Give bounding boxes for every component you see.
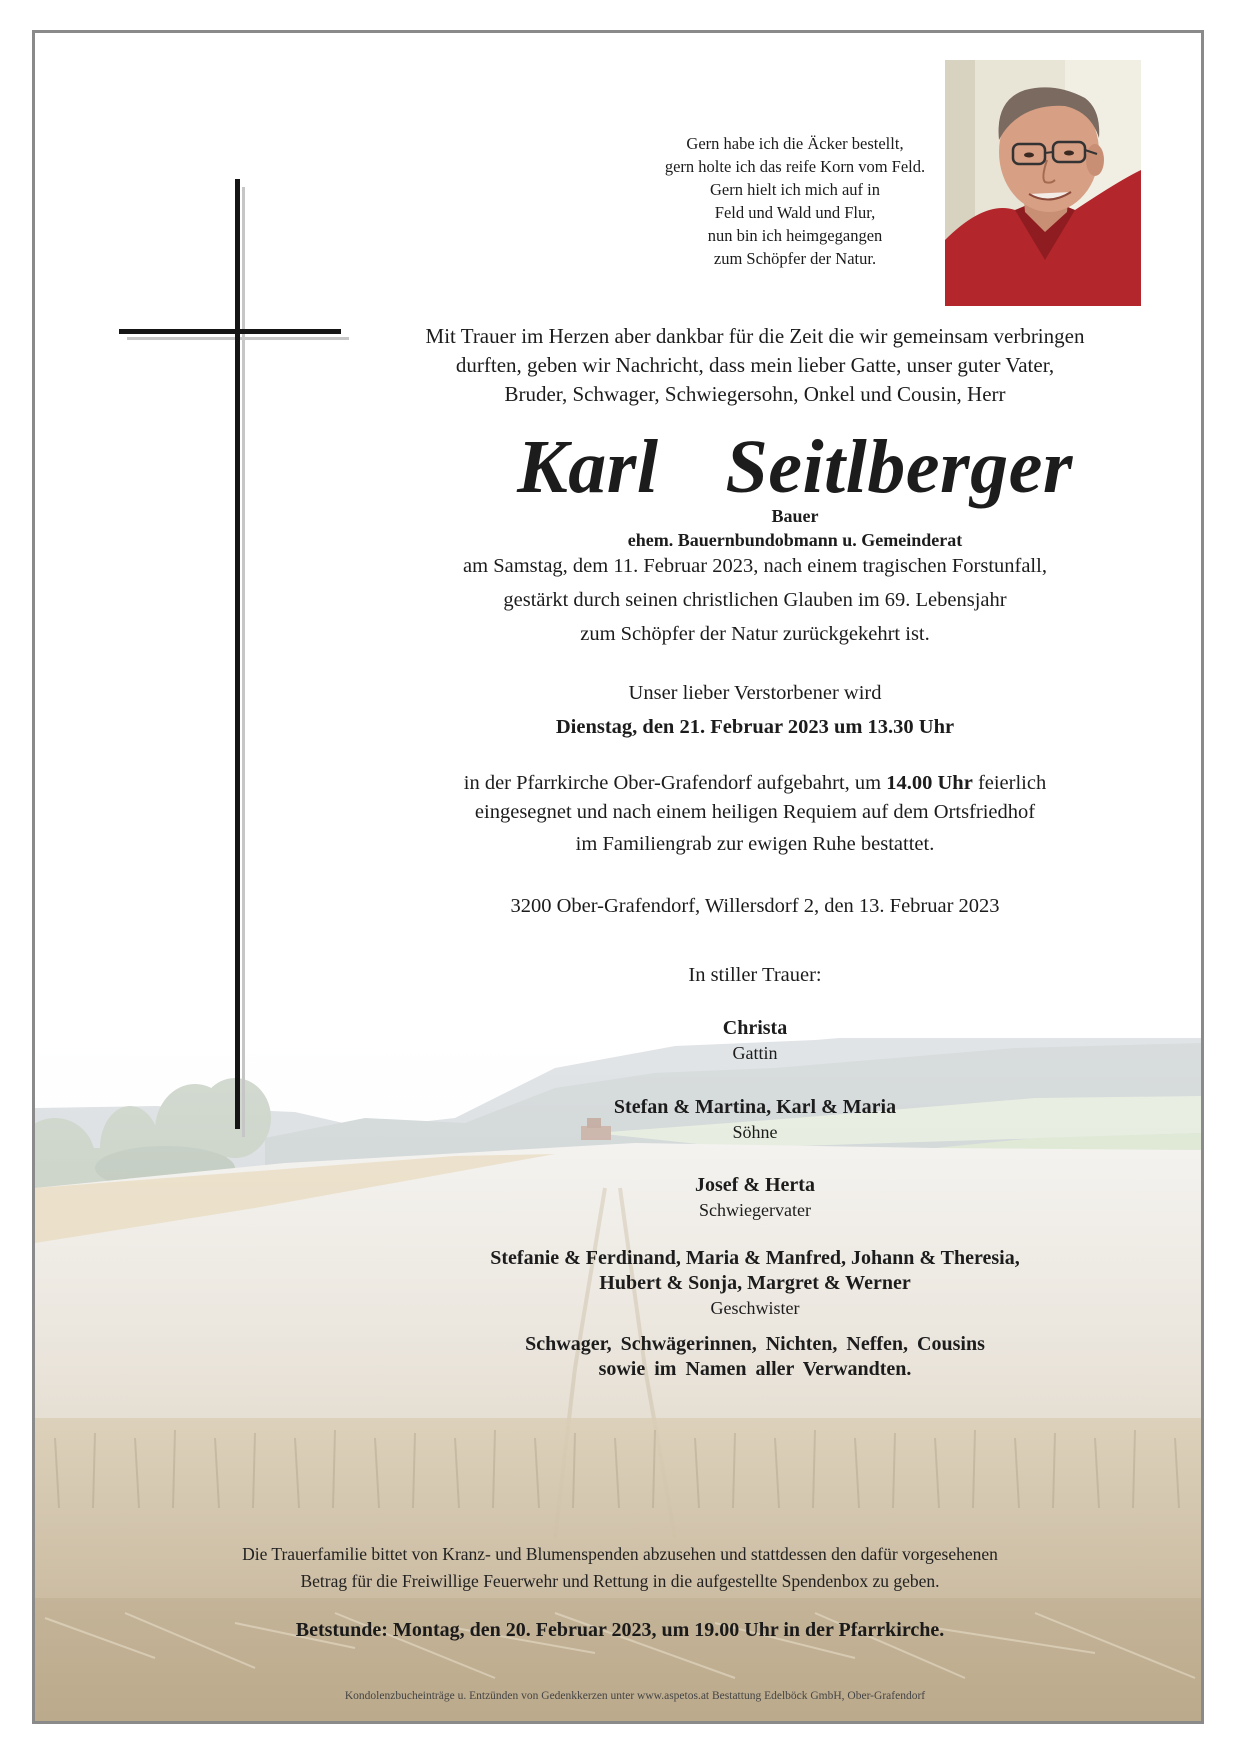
footer-note: Kondolenzbucheinträge u. Entzünden von Gedenkkerzen unter www.aspetos.at Bestattung Edelböck GmbH, Ober-Grafendorf: [344, 1690, 926, 1702]
family-names: Christa: [722, 1017, 788, 1039]
family-member-group: [365, 1246, 1145, 1321]
family-names: Josef & Herta: [695, 1174, 815, 1196]
funeral-text: in der Pfarrkirche Ober-Grafendorf aufgebahrt, um: [463, 772, 887, 794]
intro-line: Bruder, Schwager, Schwiegersohn, Onkel und Cousin, Herr: [504, 382, 1006, 406]
family-member-group: [365, 1016, 1145, 1066]
mourning-heading: In stiller Trauer:: [688, 964, 822, 986]
relatives: [365, 1332, 1145, 1382]
poem: [585, 132, 1005, 270]
notice-line: Betrag für die Freiwillige Feuerwehr und Rettung in die aufgestellte Spendenbox zu geben.: [300, 1571, 940, 1591]
funeral-line-3: im Familiengrab zur ewigen Ruhe bestattet.: [575, 833, 935, 855]
funeral-line-2: eingesegnet und nach einem heiligen Requiem auf dem Ortsfriedhof: [474, 801, 1036, 823]
deceased-occupation: Bauer: [771, 506, 819, 526]
poem-line: Feld und Wald und Flur,: [714, 203, 876, 222]
notice-line: Die Trauerfamilie bittet von Kranz- und Blumenspenden abzusehen und stattdessen den dafür vorgesehenen: [242, 1544, 998, 1564]
intro-line: Mit Trauer im Herzen aber dankbar für die Zeit die wir gemeinsam verbringen: [425, 324, 1085, 348]
poem-line: gern holte ich das reife Korn vom Feld.: [664, 157, 926, 176]
viewing-date: Dienstag, den 21. Februar 2023 um 13.30 Uhr: [555, 716, 955, 738]
family-names: Stefanie & Ferdinand, Maria & Manfred, Johann & Theresia,: [490, 1247, 1020, 1269]
poem-line: Gern habe ich die Äcker bestellt,: [686, 134, 904, 153]
announcement-intro: [365, 322, 1145, 409]
deceased-name: Karl Seitlberger: [517, 425, 1073, 509]
family-member-group: [365, 1095, 1145, 1145]
family-role: Gattin: [732, 1043, 778, 1063]
death-line: gestärkt durch seinen christlichen Glauben im 69. Lebensjahr: [503, 589, 1007, 611]
death-line: zum Schöpfer der Natur zurückgekehrt ist.: [580, 623, 930, 645]
obituary-page: [32, 30, 1204, 1724]
death-line: am Samstag, dem 11. Februar 2023, nach einem tragischen Forstunfall,: [463, 555, 1047, 577]
viewing-line: Unser lieber Verstorbener wird: [628, 682, 882, 704]
death-notice-text: [365, 549, 1145, 651]
family-names: Hubert & Sonja, Margret & Werner: [599, 1272, 911, 1294]
cross-icon: [235, 179, 240, 1129]
cross-beam: [119, 329, 341, 334]
relatives-line: sowie im Namen aller Verwandten.: [598, 1358, 912, 1380]
funeral-line-1: [365, 769, 1145, 798]
prayer-hour: Betstunde: Montag, den 20. Februar 2023, um 19.00 Uhr in der Pfarrkirche.: [295, 1619, 945, 1641]
donation-notice: [65, 1541, 1175, 1595]
family-role: Geschwister: [710, 1298, 800, 1318]
family-role: Söhne: [732, 1122, 778, 1142]
poem-line: nun bin ich heimgegangen: [707, 226, 883, 245]
intro-line: durften, geben wir Nachricht, dass mein lieber Gatte, unser guter Vater,: [455, 353, 1055, 377]
deceased-roles: [475, 504, 1115, 552]
deceased-title: ehem. Bauernbundobmann u. Gemeinderat: [627, 530, 963, 550]
funeral-time: 14.00 Uhr: [886, 772, 973, 794]
relatives-line: Schwager, Schwägerinnen, Nichten, Neffen, Cousins: [525, 1333, 985, 1355]
family-role: Schwiegervater: [699, 1200, 811, 1220]
funeral-text: feierlich: [972, 772, 1047, 794]
funeral-info: [365, 769, 1145, 859]
family-names: Stefan & Martina, Karl & Maria: [613, 1096, 897, 1118]
viewing-info: [365, 676, 1145, 744]
family-member-group: [365, 1173, 1145, 1223]
poem-line: zum Schöpfer der Natur.: [713, 249, 877, 268]
poem-line: Gern hielt ich mich auf in: [710, 180, 880, 199]
place-date: 3200 Ober-Grafendorf, Willersdorf 2, den 13. Februar 2023: [510, 895, 1000, 917]
